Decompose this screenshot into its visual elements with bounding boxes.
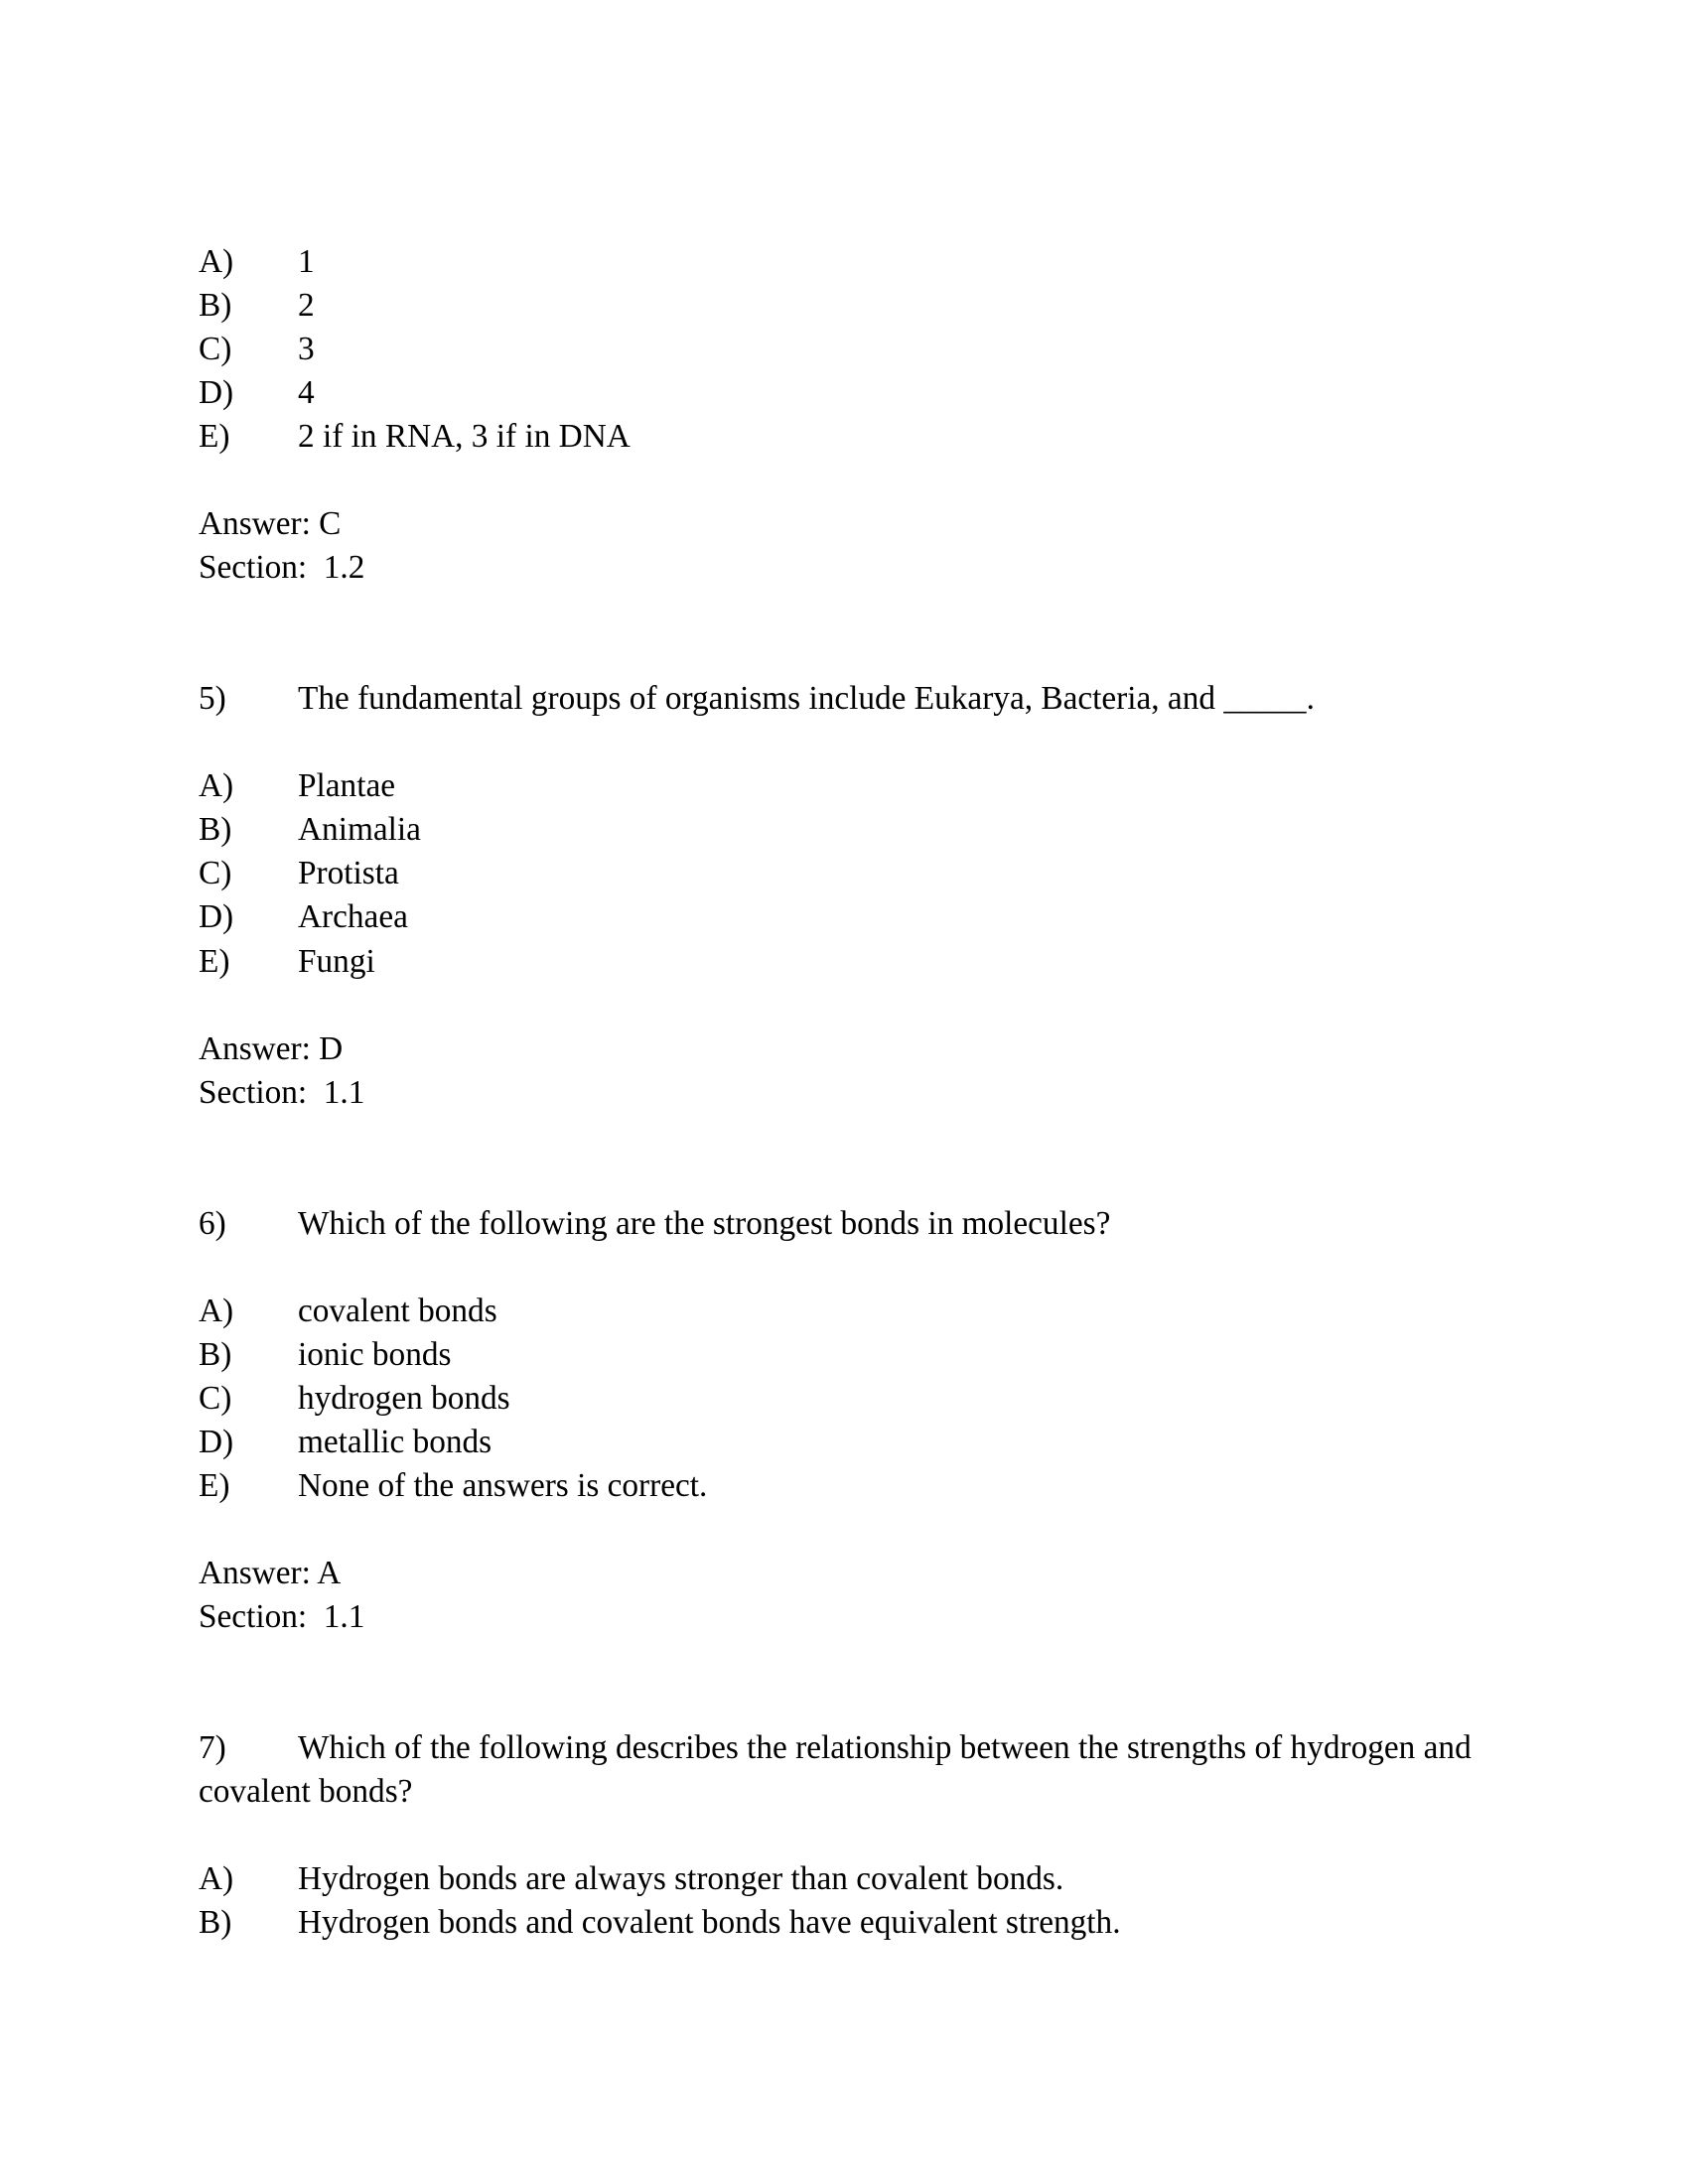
question-text: Which of the following are the strongest bonds in molecules?: [298, 1204, 1111, 1242]
option-label: B): [199, 1335, 232, 1373]
question-number: 7): [199, 1729, 226, 1767]
question-stem-line-2: covalent bonds?: [199, 1773, 413, 1811]
option-label: B): [199, 1904, 232, 1942]
option-row: [199, 1333, 1489, 1377]
option-label: B): [199, 287, 232, 325]
option-label: D): [199, 1423, 234, 1460]
option-row: [199, 371, 1489, 415]
option-row: [199, 240, 1489, 284]
option-label: D): [199, 374, 234, 412]
question-text: Which of the following describes the relationship between the strengths of hydrogen and: [298, 1729, 1472, 1767]
option-label: C): [199, 331, 232, 368]
spacer: [199, 1683, 1489, 1726]
question-number: 5): [199, 680, 226, 718]
option-text: Hydrogen bonds and covalent bonds have equivalent strength.: [298, 1904, 1121, 1942]
question-number: 6): [199, 1204, 226, 1242]
question-6-stem: [199, 1202, 1489, 1246]
question-6-options: [199, 1290, 1489, 1508]
spacer: [199, 984, 1489, 1027]
option-row: [199, 895, 1489, 939]
spacer: [199, 633, 1489, 677]
answer-key: Answer: D: [199, 1029, 344, 1067]
option-text: ionic bonds: [298, 1335, 452, 1373]
option-label: E): [199, 942, 230, 980]
spacer: [199, 590, 1489, 633]
option-text: 2 if in RNA, 3 if in DNA: [298, 418, 631, 456]
option-text: Fungi: [298, 942, 375, 980]
question-text: The fundamental groups of organisms include Eukarya, Bacteria, and _____.: [298, 680, 1315, 718]
option-row: [199, 328, 1489, 371]
option-text: hydrogen bonds: [298, 1379, 510, 1417]
question-7-stem: [199, 1726, 1489, 1814]
spacer: [199, 1639, 1489, 1683]
spacer: [199, 1814, 1489, 1857]
option-text: covalent bonds: [298, 1292, 497, 1329]
answer-key: Answer: C: [199, 505, 342, 543]
question-4-options: [199, 240, 1489, 459]
spacer: [199, 1246, 1489, 1290]
document-page: [199, 240, 1489, 1945]
option-row: [199, 1464, 1489, 1508]
section-ref: Section: 1.2: [199, 549, 365, 587]
option-label: A): [199, 1292, 234, 1329]
section-ref: Section: 1.1: [199, 1597, 365, 1635]
option-row: [199, 415, 1489, 459]
option-row: [199, 1377, 1489, 1421]
option-label: A): [199, 767, 234, 805]
option-label: E): [199, 418, 230, 456]
spacer: [199, 1508, 1489, 1552]
option-row: [199, 1421, 1489, 1464]
spacer: [199, 721, 1489, 764]
option-row: [199, 940, 1489, 984]
question-stem-line-1: [199, 1726, 1489, 1770]
option-label: B): [199, 811, 232, 849]
option-row: [199, 1290, 1489, 1333]
option-text: 4: [298, 374, 315, 412]
option-row: [199, 808, 1489, 852]
option-label: E): [199, 1466, 230, 1504]
spacer: [199, 1115, 1489, 1159]
option-text: Animalia: [298, 811, 421, 849]
option-row: [199, 764, 1489, 808]
option-row: [199, 284, 1489, 328]
option-row: [199, 1901, 1489, 1945]
option-text: Archaea: [298, 898, 408, 936]
option-text: Plantae: [298, 767, 396, 805]
option-label: C): [199, 1379, 232, 1417]
spacer: [199, 459, 1489, 502]
option-text: 3: [298, 331, 315, 368]
option-label: A): [199, 243, 234, 280]
answer-key: Answer: A: [199, 1554, 342, 1591]
question-7-options: [199, 1857, 1489, 1945]
option-row: [199, 852, 1489, 895]
section-ref: Section: 1.1: [199, 1073, 365, 1111]
option-row: [199, 1857, 1489, 1901]
option-text: None of the answers is correct.: [298, 1466, 708, 1504]
option-text: 1: [298, 243, 315, 280]
option-text: metallic bonds: [298, 1423, 492, 1460]
option-text: Protista: [298, 855, 399, 892]
question-5-stem: [199, 677, 1489, 721]
spacer: [199, 1159, 1489, 1202]
option-text: 2: [298, 287, 315, 325]
option-label: C): [199, 855, 232, 892]
option-label: A): [199, 1860, 234, 1898]
option-text: Hydrogen bonds are always stronger than covalent bonds.: [298, 1860, 1064, 1898]
option-label: D): [199, 898, 234, 936]
question-5-options: [199, 764, 1489, 983]
